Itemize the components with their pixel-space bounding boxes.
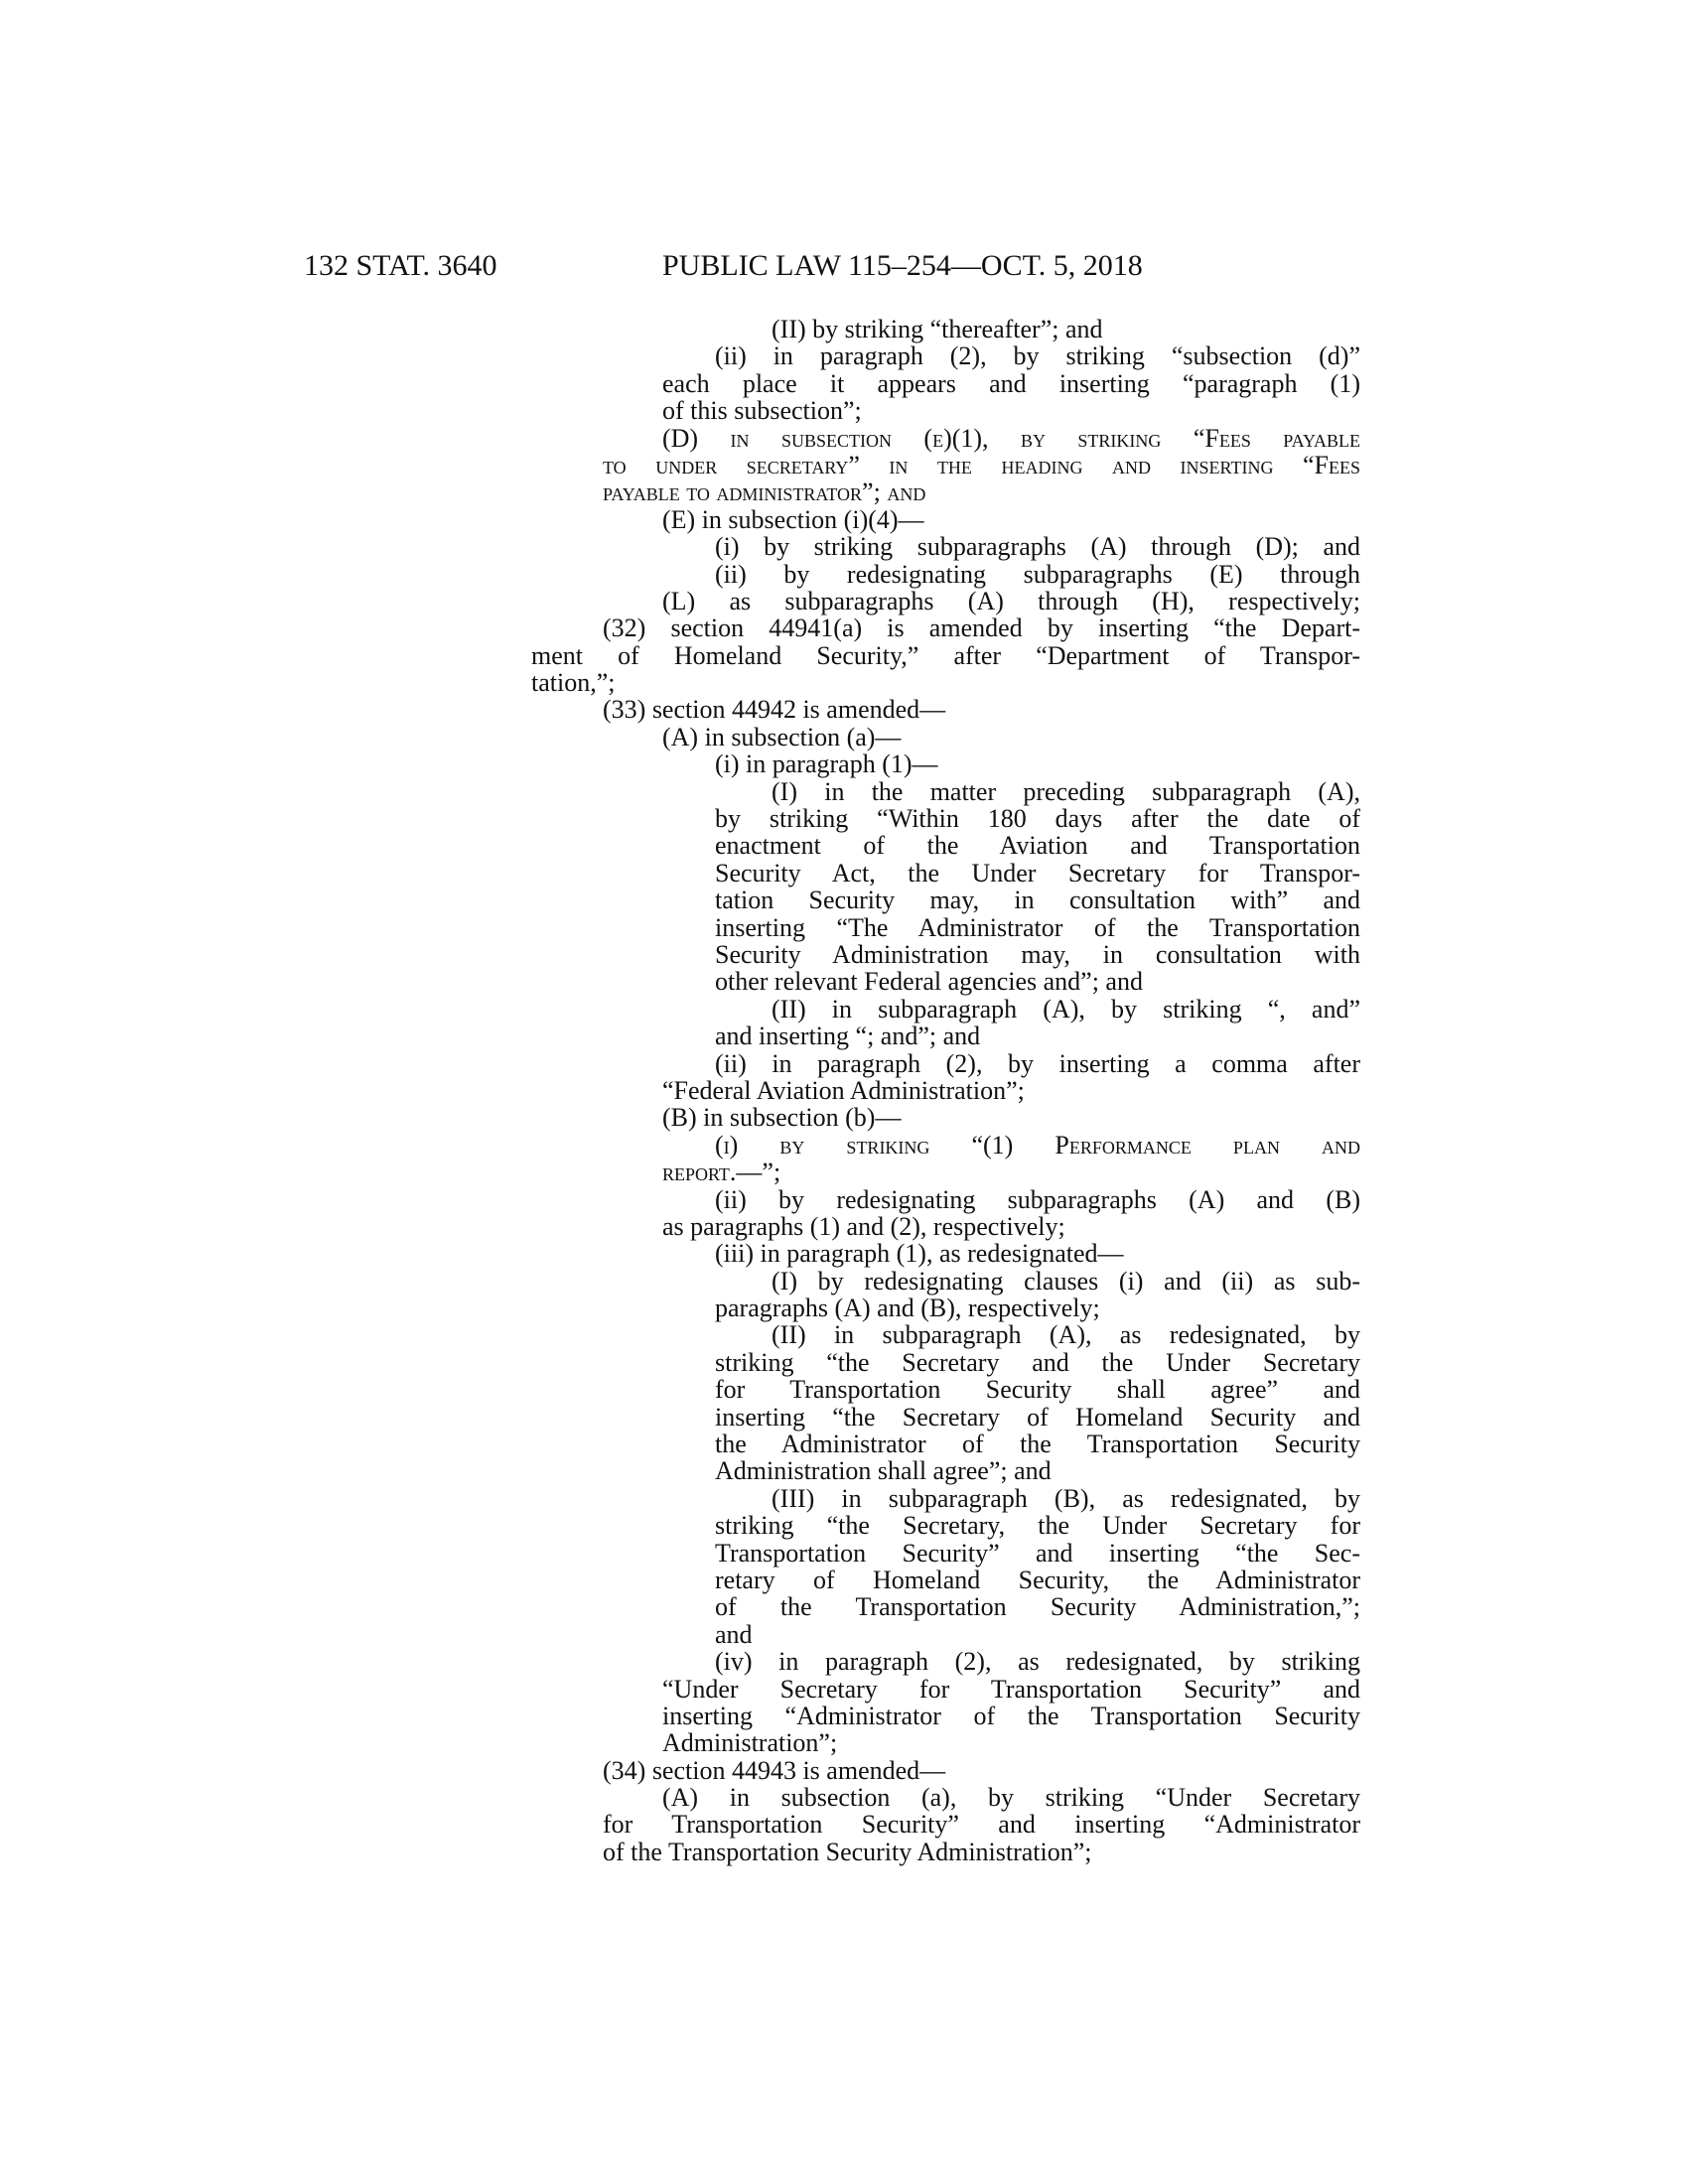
text-line: tation,”; (531, 668, 616, 698)
text-line: of the Transportation Security Administration,”; (715, 1592, 1360, 1622)
text-line: each place it appears and inserting “paragraph (1) (662, 368, 1360, 398)
text-line: retary of Homeland Security, the Administrator (715, 1565, 1360, 1594)
text-line: payable to administrator”; and (603, 478, 926, 507)
text-line: (E) in subsection (i)(4)— (662, 504, 924, 534)
text-line: (ii) by redesignating subparagraphs (A) and (B) (715, 1184, 1360, 1214)
text-line: (34) section 44943 is amended— (603, 1755, 946, 1785)
text-line: (ii) by redesignating subparagraphs (E) through (715, 559, 1360, 589)
text-line: (i) by striking subparagraphs (A) through (D); and (715, 532, 1360, 562)
text-line: (A) in subsection (a), by striking “Under Secretary (662, 1783, 1360, 1813)
page-header (0, 246, 1688, 286)
public-law-title: PUBLIC LAW 115–254—OCT. 5, 2018 (662, 249, 1143, 282)
text-line: (II) in subparagraph (A), as redesignated, by (772, 1320, 1360, 1350)
text-line: (B) in subsection (b)— (662, 1103, 902, 1133)
text-line: (III) in subparagraph (B), as redesignated, by (772, 1483, 1360, 1513)
text-line: and inserting “; and”; and (715, 1022, 981, 1051)
text-line: “Under Secretary for Transportation Security” and (662, 1674, 1360, 1704)
text-line: (L) as subparagraphs (A) through (H), respectively; (662, 586, 1360, 615)
statute-page-reference: 132 STAT. 3640 (304, 249, 497, 282)
text-line: the Administrator of the Transportation Security (715, 1430, 1360, 1459)
text-line: of the Transportation Security Administration”; (603, 1837, 1092, 1866)
text-line: tation Security may, in consultation with” and (715, 886, 1360, 915)
text-line: by striking “Within 180 days after the date of (715, 804, 1360, 834)
text-line: Administration shall agree”; and (715, 1456, 1052, 1486)
text-line: (i) in paragraph (1)— (715, 750, 938, 779)
text-line: Transportation Security” and inserting “the Sec- (715, 1538, 1360, 1568)
text-line: striking “the Secretary, the Under Secretary for (715, 1511, 1360, 1541)
text-line: (D) in subsection (e)(1), by striking “Fees payable (662, 423, 1360, 453)
text-line: other relevant Federal agencies and”; and (715, 967, 1143, 997)
text-line: inserting “Administrator of the Transportation Security (662, 1701, 1360, 1730)
text-line: to under secretary” in the heading and inserting “Fees (603, 450, 1360, 479)
text-line: (iii) in paragraph (1), as redesignated— (715, 1239, 1124, 1269)
text-line: for Transportation Security shall agree” and (715, 1375, 1360, 1405)
text-line: (A) in subsection (a)— (662, 722, 902, 751)
text-line: inserting “The Administrator of the Transportation (715, 912, 1360, 942)
text-line: Administration”; (662, 1728, 838, 1758)
text-line: Security Act, the Under Secretary for Transpor- (715, 858, 1360, 887)
text-line: (ii) in paragraph (2), by striking “subsection (d)” (715, 341, 1360, 371)
text-line: (I) by redesignating clauses (i) and (ii) as sub- (772, 1266, 1360, 1296)
text-line: “Federal Aviation Administration”; (662, 1075, 1025, 1105)
statute-body-text (531, 316, 1360, 1865)
text-line: (I) in the matter preceding subparagraph (A), (772, 776, 1360, 806)
text-line: paragraphs (A) and (B), respectively; (715, 1294, 1100, 1323)
text-line: (i) by striking “(1) Performance plan and (715, 1130, 1360, 1160)
text-line: (ii) in paragraph (2), by inserting a comma after (715, 1048, 1360, 1078)
text-line: report.—”; (662, 1158, 781, 1187)
text-line: (II) by striking “thereafter”; and (772, 315, 1103, 343)
text-line: striking “the Secretary and the Under Secretary (715, 1347, 1360, 1377)
text-line: inserting “the Secretary of Homeland Security and (715, 1402, 1360, 1432)
text-line: (33) section 44942 is amended— (603, 695, 946, 725)
text-line: enactment of the Aviation and Transportation (715, 831, 1360, 861)
text-line: and (715, 1619, 753, 1649)
text-line: as paragraphs (1) and (2), respectively; (662, 1211, 1065, 1241)
text-line: of this subsection”; (662, 396, 862, 426)
text-line: (iv) in paragraph (2), as redesignated, by striking (715, 1647, 1360, 1677)
text-line: ment of Homeland Security,” after “Department of Transpor- (531, 640, 1360, 670)
text-line: (32) section 44941(a) is amended by inserting “the Depart- (603, 614, 1360, 643)
text-line: (II) in subparagraph (A), by striking “, and” (772, 994, 1360, 1024)
text-line: Security Administration may, in consultation with (715, 939, 1360, 969)
text-line: for Transportation Security” and inserting “Administrator (603, 1810, 1360, 1840)
